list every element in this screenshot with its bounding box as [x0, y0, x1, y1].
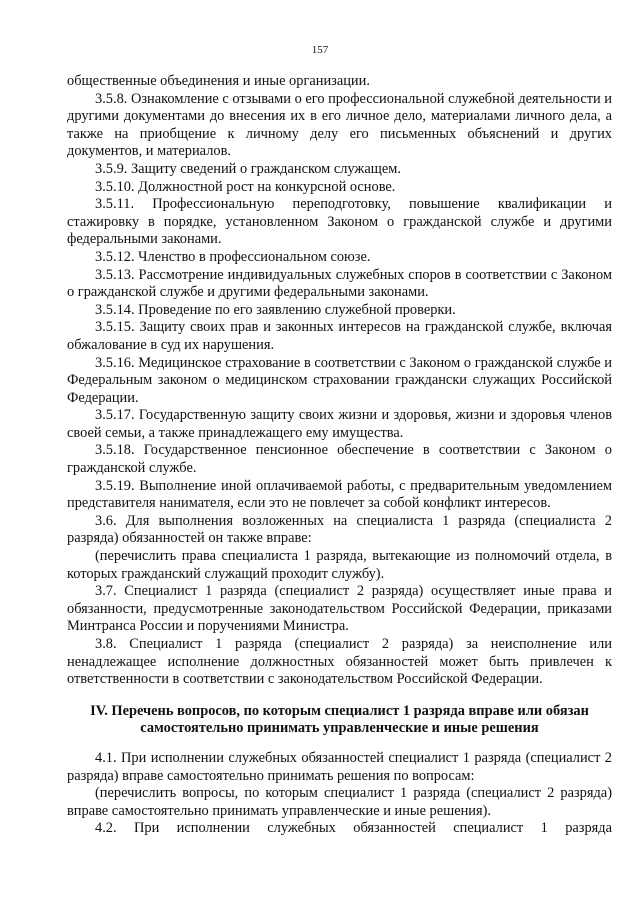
- paragraph: 3.8. Специалист 1 разряда (специалист 2 разряда) за неисполнение или ненадлежащее исполнение должностных обязанностей может быть привлечен к ответственности в соответствии с законодательством Российской Федерации.: [67, 636, 612, 688]
- paragraph: 3.5.12. Членство в профессиональном союзе.: [95, 248, 371, 265]
- paragraph: 3.5.16. Медицинское страхование в соответствии с Законом о гражданской службе и Федеральным законом о медицинском страховании граждански служащих Российской Федерации.: [67, 354, 612, 406]
- section-4-heading: IV. Перечень вопросов, по которым специалист 1 разряда вправе или обязан самостоятельно принимать управленческие и иные решения: [90, 702, 589, 737]
- paragraph: 3.5.8. Ознакомление с отзывами о его профессиональной служебной деятельности и другими документами до внесения их в его личное дело, материалами личного дела, а также на приобщение к личному делу его письменных объяснений и других документов, и материалов.: [67, 90, 613, 160]
- paragraph: 3.6. Для выполнения возложенных на специалиста 1 разряда (специалиста 2 разряда) обязанностей он также вправе:: [67, 512, 612, 547]
- paragraph: 3.5.17. Государственную защиту своих жизни и здоровья, жизни и здоровья членов своей семьи, а также принадлежащего ему имущества.: [67, 407, 612, 441]
- document-body: [67, 73, 612, 838]
- paragraph: 3.5.9. Защиту сведений о гражданском служащем.: [95, 160, 401, 177]
- paragraph: 3.5.19. Выполнение иной оплачиваемой работы, с предварительным уведомлением представителя нанимателя, если это не повлечет за собой конфликт интересов.: [67, 477, 612, 512]
- paragraph: (перечислить вопросы, по которым специалист 1 разряда (специалист 2 разряда) вправе самостоятельно принимать управленческие и иные решения).: [67, 785, 612, 819]
- paragraph: 3.5.10. Должностной рост на конкурсной основе.: [95, 178, 396, 195]
- section-3-paragraphs: [67, 73, 612, 689]
- paragraph: 4.1. При исполнении служебных обязанностей специалист 1 разряда (специалист 2 разряда) вправе самостоятельно принимать решения по вопросам:: [67, 749, 612, 784]
- paragraph: общественные объединения и иные организации.: [67, 73, 370, 89]
- paragraph: 4.2. При исполнении служебных обязанностей специалист 1 разряда: [95, 820, 612, 837]
- section-4-paragraphs: [67, 750, 612, 838]
- paragraph: 3.7. Специалист 1 разряда (специалист 2 разряда) осуществляет иные права и обязанности, предусмотренные законодательством Российской Федерации, приказами Минтранса России и поручениями Министра.: [67, 583, 612, 635]
- paragraph: 3.5.18. Государственное пенсионное обеспечение в соответствии с Законом о гражданской службе.: [67, 442, 612, 477]
- paragraph: 3.5.14. Проведение по его заявлению служебной проверки.: [95, 301, 456, 318]
- paragraph: 3.5.13. Рассмотрение индивидуальных служебных споров в соответствии с Законом о гражданской службе и другими федеральными законами.: [67, 266, 612, 301]
- paragraph: (перечислить права специалиста 1 разряда, вытекающие из полномочий отдела, в которых гражданский служащий проходит службу).: [67, 548, 612, 582]
- page-number: 157: [311, 44, 329, 56]
- paragraph: 3.5.15. Защиту своих прав и законных интересов на гражданской службе, включая обжалование в суд их нарушения.: [67, 319, 612, 353]
- paragraph: 3.5.11. Профессиональную переподготовку, повышение квалификации и стажировку в порядке, установленном Законом о гражданской службе и другими федеральными законами.: [67, 196, 612, 248]
